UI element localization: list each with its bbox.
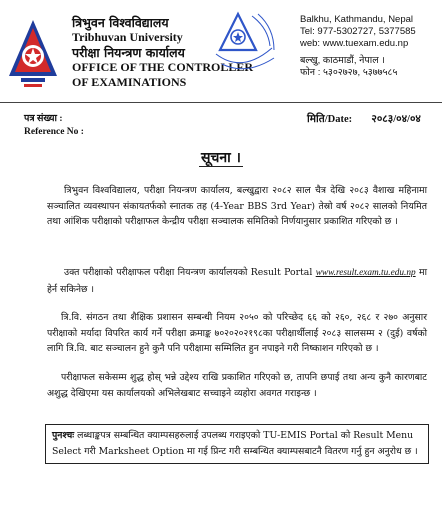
paragraph-result-portal <box>47 265 427 297</box>
reference-no-label: Reference No : <box>24 127 84 137</box>
portal-text-before: उक्त परीक्षाको परीक्षाफल परीक्षा नियन्त्रण कार्यालयको Result Portal <box>64 267 316 278</box>
office-name-np: परीक्षा नियन्त्रण कार्यालय <box>72 45 185 60</box>
address-en: Balkhu, Kathmandu, Nepal <box>300 14 414 25</box>
header-divider <box>0 102 442 103</box>
postscript-text: लब्धाङ्कपत्र सम्बन्धित क्याम्पसहरुलाई उपलब्ध गराइएको TU-EMIS Portal को Result Menu Select गरी Marksheet Option मा गई प्रिन्ट गरी सम्बन्धित क्याम्पसबाटनै वितरण गर्नु हुन अनुरोध छ । <box>52 430 418 457</box>
postscript-note-box <box>45 424 429 464</box>
paragraph-correction-disclaimer: परीक्षाफल सकेसम्म शुद्ध होस् भन्ने उद्देश्य राखि प्रकाशित गरिएको छ, तापनि छपाई तथा अन्य कुनै कारणबाट अशुद्ध देखिएमा यस कार्यालयको अभिलेखबाट सच्चाइने व्यहोरा अवगत गराइन्छ । <box>47 372 427 399</box>
date-label: मिति/Date: <box>307 114 353 125</box>
date-block <box>307 112 421 126</box>
paragraph-result-announcement: त्रिभुवन विश्वविद्यालय, परीक्षा नियन्त्रण कार्यालय, बल्खुद्वारा २०८२ साल चैत्र देखि २०८३ वैशाख महिनामा सञ्चालित व्यवस्थापन संकायतर्फको स्नातक तह (4-Year BBS 3rd Year) तेस्रो वर्ष २०८२ सालको नियमित तथा आंशिक परीक्षाको परीक्षाफल केन्द्रीय परीक्षा सञ्चालक समितिको निर्णयानुसार प्रकाशित गरिएको छ । <box>47 185 427 227</box>
university-name-np: त्रिभुवन विश्वविद्यालय <box>72 15 169 30</box>
reference-block <box>24 113 84 139</box>
patra-sankhya-label: पत्र संख्या : <box>24 114 63 124</box>
portal-text-after: मा हेर्न सकिनेछ । <box>47 267 427 295</box>
contact-block <box>300 14 416 79</box>
office-name-en-line1: OFFICE OF THE CONTROLLER <box>72 60 254 74</box>
date-value: २०८३/०४/०४ <box>371 114 421 125</box>
notice-title-text: सूचना । <box>201 150 241 166</box>
university-name-en: Tribhuvan University <box>72 30 183 44</box>
phone-np: फोन : ५३०२७२७, ५३७७५८५ <box>300 67 398 78</box>
address-np: बल्खु, काठमाडौं, नेपाल । <box>300 55 385 66</box>
tu-emblem-logo <box>7 18 59 96</box>
notice-title <box>0 148 442 167</box>
result-portal-link[interactable]: www.result.exam.tu.edu.np <box>315 268 416 278</box>
office-name-en-line2: OF EXAMINATIONS <box>72 75 187 89</box>
telephone: Tel: 977-5302727, 5377585 <box>300 26 416 37</box>
paragraph-expulsion: त्रि.वि. संगठन तथा शैक्षिक प्रशासन सम्बन्धी नियम २०५० को परिच्छेद ६६ को २६०, २६८ र २७० अनुसार परीक्षाको मर्यादा विपरित कार्य गर्ने परीक्षा क्रमाङ्क ७०२०२०२१९८का परीक्षार्थीलाई २०८३ सालसम्म २ (दुई) वर्षको लागि त्रि.वि. बाट सञ्चालन हुने कुनै पनि परीक्षामा सम्मिलित हुन नपाइने गरी निष्काशन गरिएको छ । <box>47 312 427 354</box>
postscript-label: पुनश्चः <box>52 430 75 441</box>
office-seal-stamp <box>212 10 276 74</box>
website: web: www.tuexam.edu.np <box>300 38 409 49</box>
